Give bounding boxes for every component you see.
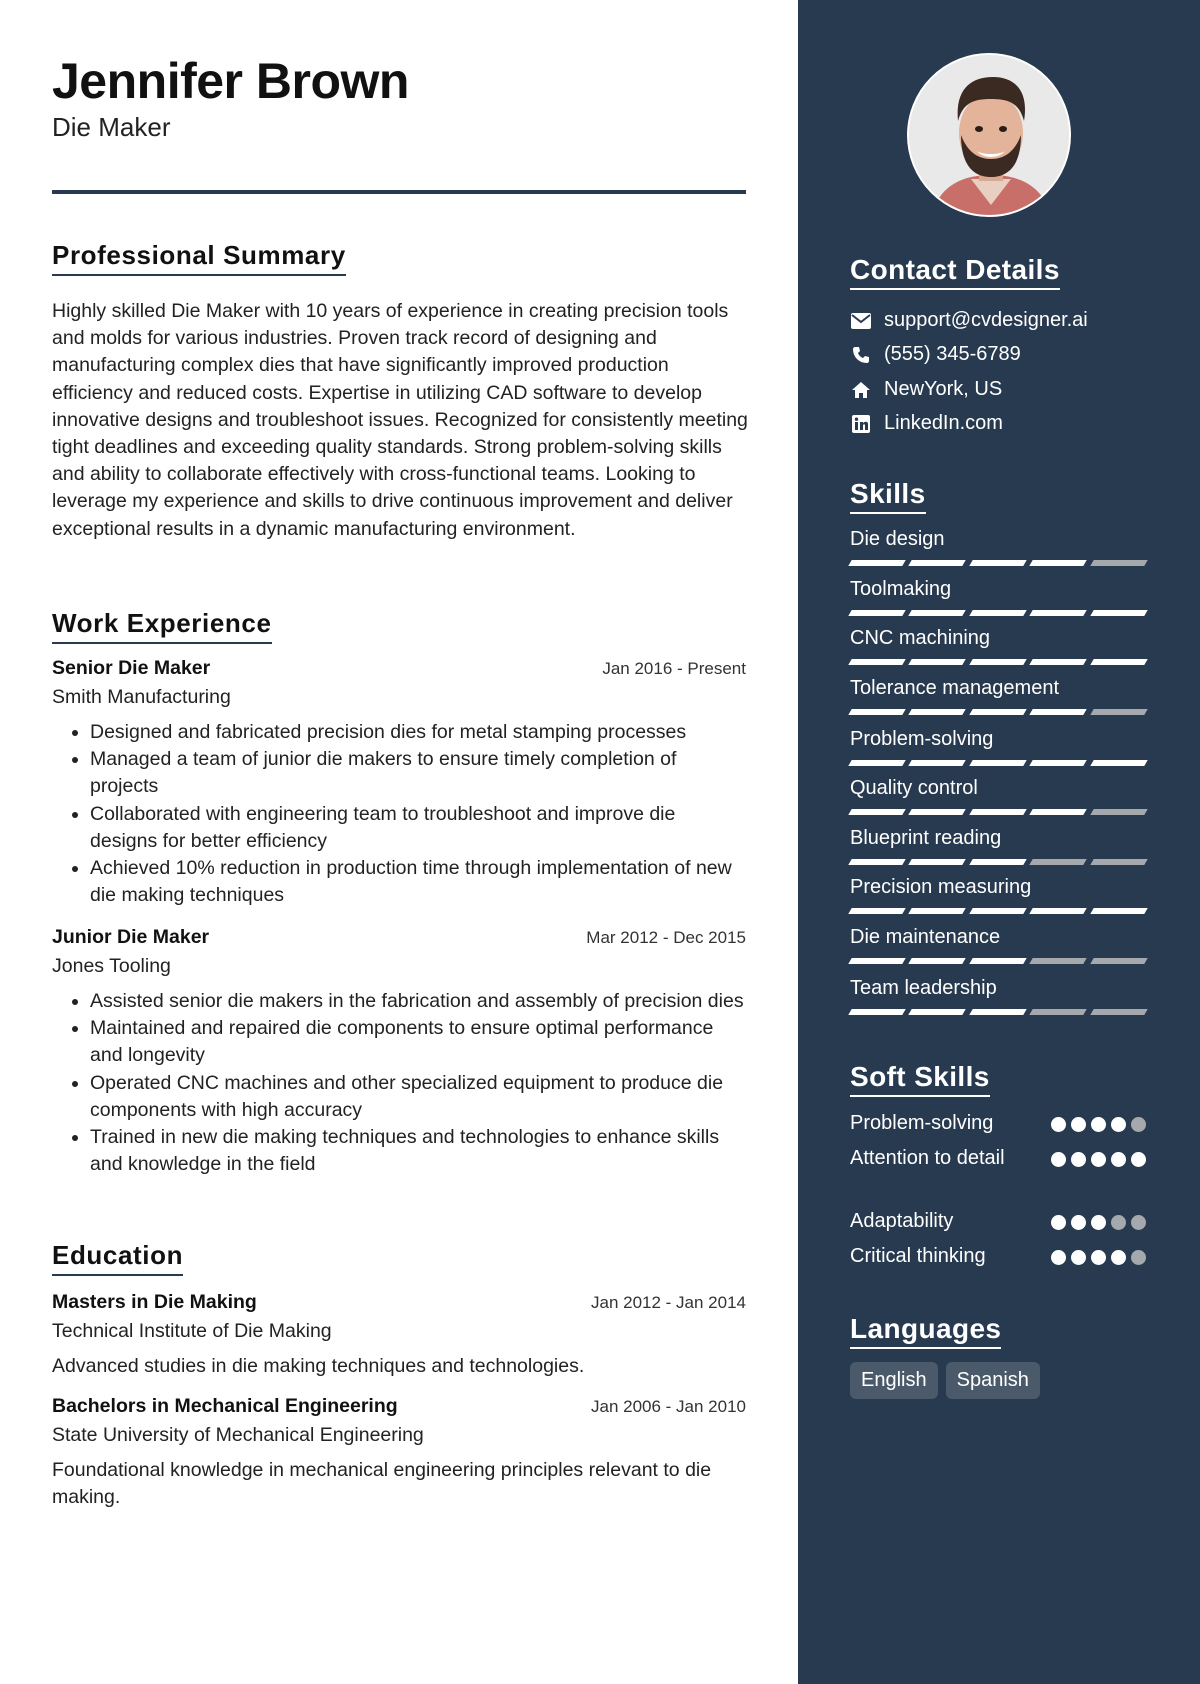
skill-level-segment	[848, 760, 906, 766]
skill-item	[850, 827, 1146, 865]
skill-level-segment	[848, 908, 906, 914]
contact-location	[850, 378, 1002, 401]
skill-level-segment	[848, 659, 906, 665]
skill-item	[850, 627, 1146, 665]
job-title: Senior Die Maker	[52, 657, 211, 679]
education-description: Advanced studies in die making techniques and technologies.	[52, 1355, 585, 1377]
job-company: Smith Manufacturing	[52, 686, 231, 708]
skill-level-segment	[1090, 659, 1148, 665]
rating-dot	[1131, 1250, 1146, 1265]
languages-heading: Languages	[850, 1313, 1001, 1349]
education-description: Foundational knowledge in mechanical engineering principles relevant to die making.	[52, 1459, 712, 1509]
skill-level-segment	[909, 760, 967, 766]
rating-dot	[1091, 1117, 1106, 1132]
soft-skill-rating	[1051, 1152, 1146, 1167]
skill-name: Die maintenance	[850, 926, 1001, 948]
skill-level-segment	[1029, 760, 1087, 766]
languages-list	[850, 1362, 1040, 1399]
skill-level-segment	[1029, 610, 1087, 616]
skill-level-segment	[848, 1009, 906, 1015]
job-bullet: • Maintained and repaired die components to ensure optimal performance and longevity	[90, 1015, 746, 1069]
soft-skill-rating	[1051, 1215, 1146, 1230]
rating-dot	[1091, 1250, 1106, 1265]
skill-level-segment	[969, 760, 1027, 766]
education-entry	[52, 1395, 746, 1511]
skill-level-bar	[850, 560, 1146, 566]
skill-level-segment	[969, 859, 1027, 865]
skill-level-segment	[969, 659, 1027, 665]
skill-level-segment	[1029, 659, 1087, 665]
soft-skill-name: Adaptability	[850, 1210, 954, 1232]
skill-level-segment	[909, 1009, 967, 1015]
contact-heading: Contact Details	[850, 254, 1060, 290]
skill-level-bar	[850, 659, 1146, 665]
skill-level-segment	[969, 958, 1027, 964]
skill-level-segment	[1029, 859, 1087, 865]
skill-level-segment	[1090, 809, 1148, 815]
skill-item	[850, 578, 1146, 616]
skill-level-bar	[850, 958, 1146, 964]
soft-skill-name: Attention to detail	[850, 1147, 1005, 1169]
skill-level-segment	[969, 709, 1027, 715]
skill-level-segment	[848, 610, 906, 616]
skill-level-bar	[850, 760, 1146, 766]
skill-name: CNC machining	[850, 627, 991, 649]
skill-name: Precision measuring	[850, 876, 1032, 898]
rating-dot	[1051, 1117, 1066, 1132]
skill-level-segment	[1029, 958, 1087, 964]
contact-linkedin[interactable]	[850, 412, 1003, 435]
soft-skill-item	[850, 1110, 1146, 1137]
skill-level-segment	[848, 809, 906, 815]
skill-level-segment	[1029, 560, 1087, 566]
rating-dot	[1091, 1215, 1106, 1230]
skill-level-segment	[969, 610, 1027, 616]
soft-skill-item	[850, 1208, 1146, 1235]
candidate-title: Die Maker	[52, 112, 171, 142]
linkedin-icon	[850, 413, 872, 435]
skill-level-segment	[909, 610, 967, 616]
skill-level-segment	[909, 908, 967, 914]
rating-dot	[1131, 1152, 1146, 1167]
contact-phone-text: (555) 345-6789	[884, 343, 1021, 365]
education-dates: Jan 2006 - Jan 2010	[590, 1397, 746, 1416]
rating-dot	[1071, 1117, 1086, 1132]
skill-level-segment	[969, 908, 1027, 914]
skill-level-segment	[1029, 709, 1087, 715]
avatar-illustration	[909, 55, 1071, 217]
contact-location-text: NewYork, US	[884, 378, 1003, 400]
skill-item	[850, 777, 1146, 815]
skill-level-bar	[850, 709, 1146, 715]
experience-heading: Work Experience	[52, 608, 272, 644]
skill-item	[850, 728, 1146, 766]
soft-skill-rating	[1051, 1250, 1146, 1265]
skill-level-segment	[848, 709, 906, 715]
skill-name: Quality control	[850, 777, 978, 799]
job-bullet: • Assisted senior die makers in the fabrication and assembly of precision dies	[90, 988, 746, 1015]
skill-level-segment	[1090, 709, 1148, 715]
skill-level-segment	[1029, 1009, 1087, 1015]
rating-dot	[1131, 1215, 1146, 1230]
skill-name: Team leadership	[850, 977, 997, 999]
skill-level-bar	[850, 809, 1146, 815]
summary-text: Highly skilled Die Maker with 10 years of experience in creating precision tools and molds for various industries. Proven track record of designing and manufacturing complex dies that have significantly improved production efficiency and reduced costs. Expertise in utilizing CAD software to develop innovative designs and troubleshoot issues. Recognized for consistently meeting tight deadlines and exceeding quality standards. Strong problem-solving skills and ability to collaborate effectively with cross-functional teams. Looking to leverage my experience and skills to drive continuous improvement and deliver exceptional results in a dynamic manufacturing environment.	[52, 300, 748, 540]
rating-dot	[1051, 1215, 1066, 1230]
skill-item	[850, 926, 1146, 964]
skill-level-segment	[909, 958, 967, 964]
job-bullet: • Collaborated with engineering team to troubleshoot and improve die designs for better efficiency	[90, 801, 746, 855]
skill-level-segment	[1090, 859, 1148, 865]
job-company: Jones Tooling	[52, 955, 171, 977]
soft-skill-rating	[1051, 1117, 1146, 1132]
degree-title: Bachelors in Mechanical Engineering	[52, 1395, 398, 1417]
skill-item	[850, 528, 1146, 566]
skill-level-segment	[969, 809, 1027, 815]
skill-level-segment	[1090, 958, 1148, 964]
skill-level-segment	[1090, 610, 1148, 616]
job-bullet: • Managed a team of junior die makers to ensure timely completion of projects	[90, 746, 746, 800]
job-bullet: • Trained in new die making techniques and technologies to enhance skills and knowledge in the field	[90, 1124, 746, 1178]
job-title: Junior Die Maker	[52, 926, 210, 948]
skill-item	[850, 876, 1146, 914]
language-chip: Spanish	[946, 1362, 1040, 1399]
rating-dot	[1111, 1215, 1126, 1230]
header-divider	[52, 190, 746, 194]
soft-skill-name: Critical thinking	[850, 1245, 986, 1267]
skill-level-segment	[909, 859, 967, 865]
degree-title: Masters in Die Making	[52, 1291, 257, 1313]
skill-item	[850, 977, 1146, 1015]
education-entry	[52, 1291, 746, 1380]
contact-email[interactable]	[850, 309, 1088, 332]
skill-level-segment	[909, 560, 967, 566]
language-chip: English	[850, 1362, 938, 1399]
skills-heading: Skills	[850, 478, 926, 514]
rating-dot	[1111, 1152, 1126, 1167]
job-bullet: • Designed and fabricated precision dies for metal stamping processes	[90, 719, 746, 746]
skill-item	[850, 677, 1146, 715]
envelope-icon	[850, 310, 872, 332]
job-entry	[52, 926, 746, 1178]
contact-phone[interactable]	[850, 343, 1021, 366]
skill-level-segment	[1090, 908, 1148, 914]
contact-email-text: support@cvdesigner.ai	[884, 309, 1088, 331]
job-bullet: • Operated CNC machines and other specialized equipment to produce die components with high accuracy	[90, 1070, 746, 1124]
skill-level-segment	[909, 659, 967, 665]
skill-level-segment	[909, 709, 967, 715]
skill-level-segment	[1090, 1009, 1148, 1015]
skill-level-segment	[848, 859, 906, 865]
rating-dot	[1111, 1250, 1126, 1265]
skill-level-segment	[969, 1009, 1027, 1015]
rating-dot	[1071, 1215, 1086, 1230]
skill-name: Die design	[850, 528, 945, 550]
phone-icon	[850, 344, 872, 366]
skill-level-bar	[850, 1009, 1146, 1015]
job-dates: Mar 2012 - Dec 2015	[586, 928, 746, 947]
education-dates: Jan 2012 - Jan 2014	[590, 1293, 746, 1312]
rating-dot	[1131, 1117, 1146, 1132]
skill-name: Toolmaking	[850, 578, 952, 600]
job-entry	[52, 657, 746, 909]
school-name: Technical Institute of Die Making	[52, 1320, 332, 1342]
rating-dot	[1071, 1250, 1086, 1265]
candidate-name: Jennifer Brown	[52, 53, 409, 109]
rating-dot	[1111, 1117, 1126, 1132]
soft-skill-name: Problem-solving	[850, 1112, 994, 1134]
skill-name: Blueprint reading	[850, 827, 1002, 849]
soft-skill-item	[850, 1243, 1146, 1270]
home-icon	[850, 379, 872, 401]
skill-level-segment	[848, 958, 906, 964]
rating-dot	[1071, 1152, 1086, 1167]
skill-level-segment	[909, 809, 967, 815]
soft-skill-item	[850, 1145, 1146, 1172]
job-dates: Jan 2016 - Present	[602, 659, 746, 678]
skill-level-segment	[969, 560, 1027, 566]
job-bullet: • Achieved 10% reduction in production time through implementation of new die making techniques	[90, 855, 746, 909]
skill-level-segment	[1029, 809, 1087, 815]
skill-level-segment	[1090, 560, 1148, 566]
skill-level-segment	[848, 560, 906, 566]
summary-heading: Professional Summary	[52, 240, 346, 276]
skill-level-bar	[850, 610, 1146, 616]
profile-photo	[907, 53, 1071, 217]
school-name: State University of Mechanical Engineering	[52, 1424, 424, 1446]
job-bullets	[52, 988, 746, 1178]
contact-linkedin-text: LinkedIn.com	[884, 412, 1003, 434]
rating-dot	[1051, 1152, 1066, 1167]
skill-level-segment	[1090, 760, 1148, 766]
skill-level-segment	[1029, 908, 1087, 914]
rating-dot	[1091, 1152, 1106, 1167]
skill-level-bar	[850, 908, 1146, 914]
education-heading: Education	[52, 1240, 183, 1276]
soft-skills-heading: Soft Skills	[850, 1061, 990, 1097]
skill-name: Problem-solving	[850, 728, 994, 750]
job-bullets	[52, 719, 746, 909]
skill-name: Tolerance management	[850, 677, 1060, 699]
skill-level-bar	[850, 859, 1146, 865]
rating-dot	[1051, 1250, 1066, 1265]
